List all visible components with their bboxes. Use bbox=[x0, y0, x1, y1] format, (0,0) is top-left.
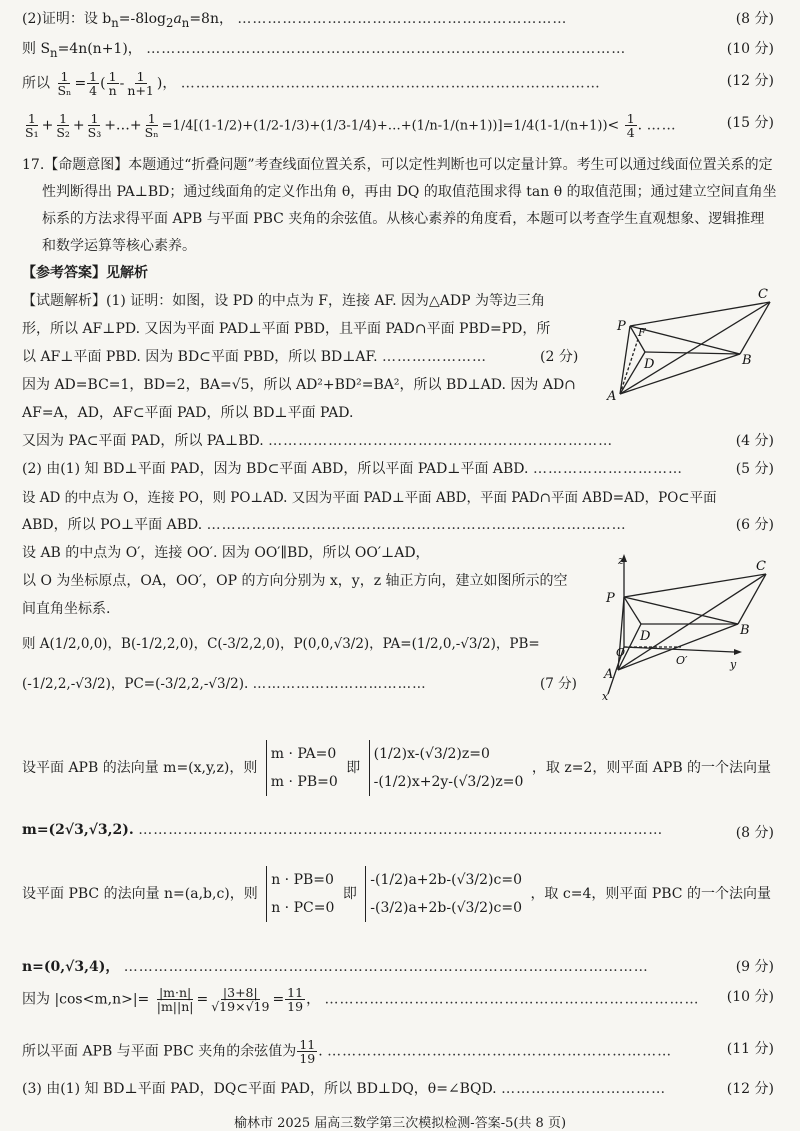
text: ABD，所以 PO⊥平面 ABD. bbox=[22, 517, 203, 533]
eq: -(1/2)x+2y-(√3/2)z=0 bbox=[373, 774, 524, 790]
text: ， bbox=[162, 75, 177, 92]
leader-dots: …… bbox=[646, 117, 677, 134]
text: . bbox=[637, 117, 643, 134]
figure-fold-1 bbox=[600, 284, 790, 408]
text: a bbox=[173, 11, 182, 27]
num: 11 bbox=[287, 985, 304, 1000]
line-sn bbox=[0, 38, 800, 60]
eq: m · PB=0 bbox=[270, 774, 338, 790]
num: 11 bbox=[299, 1037, 316, 1052]
normal-n-line bbox=[0, 866, 800, 922]
text: =8n， bbox=[189, 11, 233, 27]
fraction bbox=[125, 70, 155, 97]
text: 所以平面 APB 与平面 PBC 夹角的余弦值为 bbox=[22, 1043, 297, 1060]
edge-ad bbox=[620, 352, 645, 394]
text: 以 AF⊥平面 PBD. 因为 BD⊂平面 PBD，所以 BD⊥AF. bbox=[22, 349, 378, 365]
text: 又因为 PA⊂平面 PAD，所以 PA⊥BD. bbox=[22, 433, 264, 449]
score: (8 分) bbox=[735, 11, 774, 27]
den: S₃ bbox=[87, 125, 102, 141]
den: Sₙ bbox=[144, 125, 159, 141]
sol-p9 bbox=[0, 514, 800, 534]
text: =4n(n+1)， bbox=[57, 41, 142, 57]
score: (10 分) bbox=[726, 41, 774, 57]
sol-p7 bbox=[0, 458, 800, 478]
score: (6 分) bbox=[735, 517, 774, 533]
score: (12 分) bbox=[726, 1081, 774, 1097]
text: 即 bbox=[346, 760, 361, 776]
fraction bbox=[297, 1038, 317, 1065]
sol-p11: 以 O 为坐标原点，OA，OO′，OP 的方向分别为 x，y，z 轴正方向，建立如图所示的空 bbox=[22, 573, 568, 589]
edge-pa bbox=[620, 326, 630, 394]
label-o-prime: O′ bbox=[676, 654, 688, 667]
label-y: y bbox=[730, 658, 737, 671]
text: (2) 由(1) 知 BD⊥平面 PAD，因为 BD⊂平面 ABD，所以平面 PAD⊥平面 ABD. bbox=[22, 461, 529, 477]
sum-expression: =1/4[(1-1/2)+(1/2-1/3)+(1/3-1/4)+…+(1/n-1/(n+1))]=1/4(1-1/(n+1)) bbox=[161, 118, 608, 134]
text: 所以 bbox=[22, 75, 50, 92]
score: (8 分) bbox=[735, 825, 774, 841]
den: 19 bbox=[299, 1051, 316, 1067]
den: √19×√19 bbox=[211, 999, 270, 1015]
conclusion-line bbox=[0, 1038, 800, 1065]
score: (7 分) bbox=[540, 676, 577, 692]
fraction bbox=[209, 986, 271, 1013]
sol-p2: 形，所以 AF⊥PD. 又因为平面 PAD⊥平面 PBD，且平面 PAD∩平面 PBD=PD，所 bbox=[22, 321, 551, 337]
leader-dots: ………………………… bbox=[532, 461, 683, 477]
num: 1 bbox=[108, 69, 117, 84]
eq: (1/2)x-(√3/2)z=0 bbox=[373, 746, 490, 762]
den: 4 bbox=[626, 125, 635, 141]
text: = bbox=[196, 991, 209, 1008]
sol-p8: 设 AD 的中点为 O，连接 PO，则 PO⊥AD. 又因为平面 PAD⊥平面 ABD，平面 PAD∩平面 ABD=AD，PO⊂平面 bbox=[22, 490, 717, 506]
fraction bbox=[107, 70, 119, 97]
sub: 2 bbox=[166, 15, 174, 30]
text: ，取 z=2，则平面 APB 的一个法向量 bbox=[531, 760, 772, 776]
leader-dots: …………………………………………………………… bbox=[327, 1043, 673, 1060]
text: (3) 由(1) 知 BD⊥平面 PAD，DQ⊂平面 PAD，所以 BD⊥DQ，θ=∠BQD. bbox=[22, 1081, 497, 1097]
num: 1 bbox=[626, 111, 635, 126]
score: (11 分) bbox=[726, 1041, 774, 1057]
score: (12 分) bbox=[726, 73, 774, 89]
score: (2 分) bbox=[540, 349, 579, 365]
label-c: C bbox=[756, 559, 766, 574]
text: 则 S bbox=[22, 41, 51, 57]
sub: n bbox=[50, 45, 58, 60]
system-m bbox=[266, 740, 338, 796]
edge-cb bbox=[740, 302, 770, 354]
leader-dots: …………………………………………………………………………………………… bbox=[138, 822, 664, 838]
text: (-1/2,2,-√3/2)，PC=(-3/2,2,-√3/2). bbox=[22, 676, 249, 692]
label-p: P bbox=[617, 319, 626, 334]
coords-line-1: 则 A(1/2,0,0)，B(-1/2,2,0)，C(-3/2,2,0)，P(0,0,√3/2)，PA=(1/2,0,-√3/2)，PB= bbox=[22, 636, 540, 652]
text: 设平面 APB 的法向量 m=(x,y,z)，则 bbox=[22, 760, 258, 776]
label-d: D bbox=[644, 357, 655, 372]
sol-p12: 间直角坐标系. bbox=[22, 601, 111, 617]
den: S₁ bbox=[25, 125, 39, 141]
leader-dots: …………………………………………………………… bbox=[268, 433, 614, 449]
den: |m||n| bbox=[156, 999, 194, 1015]
text: 设平面 PBC 的法向量 n=(a,b,c)，则 bbox=[22, 886, 258, 902]
num: 1 bbox=[136, 69, 145, 84]
score: (4 分) bbox=[735, 433, 774, 449]
num: |m·n| bbox=[158, 985, 192, 1000]
fraction bbox=[87, 70, 99, 97]
label-z: z bbox=[618, 554, 624, 567]
figure-coordinate-2 bbox=[596, 552, 790, 702]
den: 19 bbox=[287, 999, 304, 1015]
fraction bbox=[285, 986, 305, 1013]
leader-dots: ……………………………… bbox=[252, 676, 427, 692]
edge-pc bbox=[624, 574, 766, 597]
normal-m-result bbox=[0, 822, 800, 841]
edge-cb bbox=[738, 574, 766, 624]
part3-line bbox=[0, 1078, 800, 1098]
sol-p5: AF=A，AD，AF⊂平面 PAD，所以 BD⊥平面 PAD. bbox=[22, 405, 354, 421]
leader-dots: ………………… bbox=[381, 349, 487, 365]
system-n-expanded bbox=[365, 866, 522, 922]
label-b: B bbox=[742, 353, 752, 368]
normal-n-result bbox=[0, 956, 800, 976]
line-proof-2 bbox=[0, 8, 800, 30]
label-d: D bbox=[640, 629, 651, 644]
label-f: F bbox=[638, 326, 646, 339]
sub: n bbox=[181, 15, 190, 30]
num: 1 bbox=[59, 111, 68, 126]
num: 1 bbox=[90, 111, 99, 126]
fraction bbox=[155, 986, 196, 1013]
num: 1 bbox=[27, 111, 36, 126]
text: =-8log bbox=[118, 11, 167, 27]
fraction bbox=[55, 70, 73, 97]
den: 4 bbox=[89, 83, 98, 99]
num: |3+8| bbox=[222, 985, 258, 1000]
label-o: O bbox=[616, 646, 626, 659]
text: ， bbox=[306, 991, 321, 1008]
text: 因为 |cos<m,n>|= bbox=[22, 991, 150, 1008]
arrow-y bbox=[734, 649, 742, 655]
leader-dots: …………………………………………………………………………………………… bbox=[123, 959, 649, 975]
edge-pc bbox=[630, 302, 770, 326]
den: n bbox=[108, 83, 117, 99]
den: S₂ bbox=[56, 125, 70, 141]
score: (5 分) bbox=[735, 461, 774, 477]
normal-m-line bbox=[0, 740, 800, 796]
edge-ab bbox=[620, 354, 740, 394]
sol-p1: 【试题解析】(1) 证明：如图，设 PD 的中点为 F，连接 AF. 因为△ADP 为等边三角 bbox=[22, 293, 545, 309]
q17-intent: 17.【命题意图】本题通过“折叠问题”考查线面位置关系，可以定性判断也可以定量计算。考生可以通过线面位置关系的定性判断得出 PA⊥BD；通过线面角的定义作出角 θ，再由 DQ 的取值范围求得 tan θ 的取值范围；通过建立空间直角坐标系的方法求得平面 APB 与平面 PBC 夹角的余弦值。从核心素养的角度看，本题可以考查学生直观想象、逻辑推理和数学运算等核心素养。 bbox=[22, 157, 777, 254]
answer-label: 【参考答案】见解析 bbox=[22, 265, 148, 281]
text: n=(0,√3,4)， bbox=[22, 959, 120, 975]
axis-y bbox=[624, 647, 734, 652]
eq: n · PB=0 bbox=[271, 872, 334, 888]
line-sum: $\frac{1}{\text{S₁}}$ + $\frac{1}{\text{S₂}}$ + $\frac{1}{\text{S₃}}$ +…+ $\frac{1}{\text{Sₙ}}$ =1/4[(1-1/2)+(1/2-1/3)+(1/3-1/4)+…+(1/n-1/(n+1))]=1/4(1-1/(n+1))< $\frac{1}{4}$ . …… (15 分) bbox=[25, 111, 774, 141]
fraction bbox=[54, 112, 72, 139]
edge-af bbox=[620, 339, 638, 394]
den: Sₙ bbox=[57, 83, 72, 99]
leader-dots: ………………………………………………………………………… bbox=[206, 517, 627, 533]
fraction bbox=[625, 112, 637, 139]
system-m-expanded bbox=[369, 740, 524, 796]
eq: -(3/2)a+2b-(√3/2)c=0 bbox=[370, 900, 522, 916]
sub: n bbox=[111, 15, 119, 30]
edge-db bbox=[645, 352, 740, 354]
den: n+1 bbox=[127, 83, 154, 99]
fraction bbox=[143, 112, 161, 139]
cosine-line bbox=[0, 986, 800, 1013]
num: 1 bbox=[147, 111, 156, 126]
label-b: B bbox=[740, 623, 750, 638]
label-p: P bbox=[606, 591, 615, 606]
num: 1 bbox=[60, 69, 69, 84]
label-a: A bbox=[604, 667, 614, 682]
leader-dots: ………………………………………………………… bbox=[237, 11, 568, 27]
label-x: x bbox=[602, 690, 609, 702]
text: . bbox=[318, 1043, 323, 1060]
eq: -(1/2)a+2b-(√3/2)c=0 bbox=[370, 872, 522, 888]
label-c: C bbox=[758, 287, 768, 302]
leader-dots: …………………………… bbox=[501, 1081, 667, 1097]
text: 即 bbox=[342, 886, 357, 902]
num: 1 bbox=[89, 69, 98, 84]
system-n bbox=[266, 866, 334, 922]
text: ，取 c=4，则平面 PBC 的一个法向量 bbox=[530, 886, 771, 902]
score: (9 分) bbox=[735, 959, 774, 975]
leader-dots: …………………………………………………………………………………… bbox=[146, 41, 627, 57]
score: (10 分) bbox=[726, 989, 774, 1005]
eq: m · PA=0 bbox=[270, 746, 337, 762]
text: m=(2√3,√3,2). bbox=[22, 822, 134, 838]
text: = bbox=[272, 991, 285, 1008]
page-footer: 榆林市 2025 届高三数学第三次模拟检测-答案-5(共 8 页) bbox=[233, 1116, 567, 1131]
label-a: A bbox=[607, 389, 617, 404]
sol-p6 bbox=[0, 430, 800, 450]
text: (2)证明：设 b bbox=[22, 11, 112, 27]
leader-dots: ………………………………………………………………… bbox=[324, 991, 700, 1008]
leader-dots: ………………………………………………………………………… bbox=[180, 75, 601, 92]
sol-p10: 设 AB 的中点为 O′，连接 OO′. 因为 OO′∥BD，所以 OO′⊥AD， bbox=[22, 545, 430, 561]
line-reciprocal: 所以 $\frac{1}{\text{Sₙ}}$ = $\frac{1}{4}$ ( $\frac{1}{n}$ - $\frac{1}{n+1}$ )， ………………………………………………………………………… (12 分) bbox=[22, 69, 774, 99]
fraction bbox=[86, 112, 104, 139]
score: (15 分) bbox=[726, 115, 774, 131]
sol-p4: 因为 AD=BC=1，BD=2，BA=√5，所以 AD²+BD²=BA²，所以 BD⊥AD. 因为 AD∩ bbox=[22, 377, 576, 393]
eq: n · PC=0 bbox=[271, 900, 335, 916]
edge-pb bbox=[624, 597, 738, 624]
fraction bbox=[23, 112, 41, 139]
text: < bbox=[607, 117, 624, 134]
